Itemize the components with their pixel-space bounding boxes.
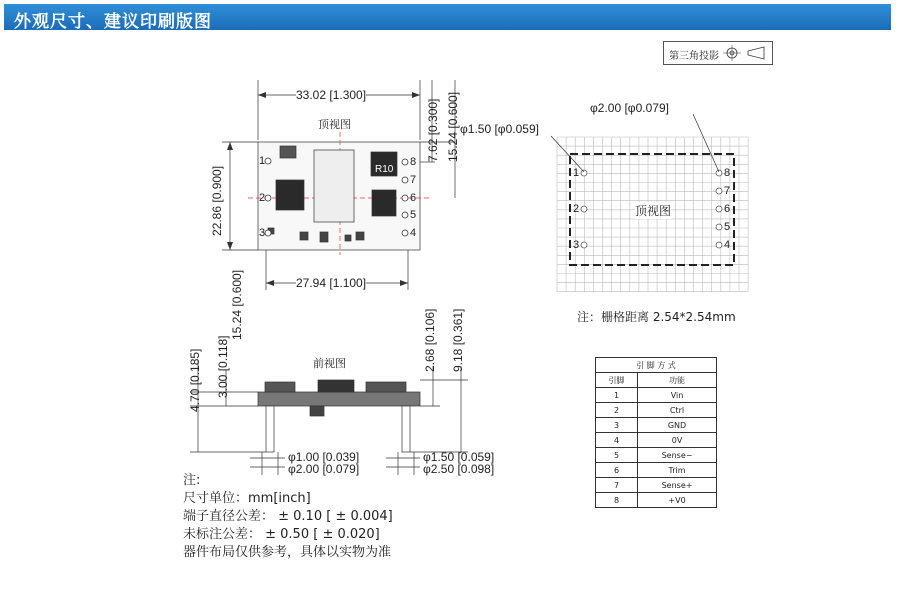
pin-function: +V0 [638, 493, 717, 508]
note-line: 端子直径公差： ± 0.10 [ ± 0.004] [183, 509, 393, 524]
table-row [596, 463, 717, 478]
pin-table [595, 357, 717, 508]
grid-pin-label-2: 2 [573, 203, 580, 215]
note-line: 器件布局仅供参考，具体以实物为准 [183, 545, 392, 560]
dia-left-1: φ1.00 [0.039] [288, 450, 360, 464]
top-pin-label-7: 7 [410, 174, 417, 186]
grid-pin-label-5: 5 [724, 221, 731, 233]
component-label: R10 [375, 164, 394, 175]
dim-pin-span: 27.94 [1.100] [296, 276, 367, 290]
dim-right-top: 7.62 [0.300] [426, 98, 440, 162]
pin-number: 6 [596, 463, 638, 478]
dia-right-1: φ1.50 [0.059] [423, 450, 495, 464]
dia-right-2: φ2.50 [0.098] [423, 462, 495, 476]
top-pin-label-8: 8 [410, 156, 417, 168]
table-row [596, 388, 717, 403]
dim-right-a: 2.68 [0.106] [423, 308, 437, 372]
pin-function: Trim [638, 463, 717, 478]
top-pin-label-4: 4 [410, 227, 417, 239]
pin-table-title: 引 脚 方 式 [596, 358, 717, 373]
grid-dia-top: φ2.00 [φ0.079] [590, 101, 669, 115]
table-row [596, 403, 717, 418]
pin-function: Ctrl [638, 403, 717, 418]
grid-note: 注：栅格距离 2.54*2.54mm [577, 310, 736, 324]
section-title: 外观尺寸、建议印刷版图 [14, 12, 212, 32]
table-row [596, 433, 717, 448]
note-line: 未标注公差： ± 0.50 [ ± 0.020] [183, 527, 380, 542]
top-pin-label-1: 1 [259, 155, 266, 167]
dia-left-2: φ2.00 [0.079] [288, 462, 360, 476]
pin-table-header-function: 功能 [638, 373, 717, 388]
top-pin-label-6: 6 [410, 192, 417, 204]
dim-width: 33.02 [1.300] [296, 88, 367, 102]
top-pin-label-2: 2 [259, 192, 266, 204]
pin-function: Sense+ [638, 478, 717, 493]
top-pin-label-5: 5 [410, 209, 417, 221]
pin-table-header-pin: 引脚 [596, 373, 638, 388]
dim-left-a: 3.00 [0.118] [216, 335, 230, 398]
pin-number: 4 [596, 433, 638, 448]
pin-number: 7 [596, 478, 638, 493]
dim-left-b: 4.70 [0.185] [188, 348, 202, 412]
pin-number: 1 [596, 388, 638, 403]
grid-pin-label-7: 7 [724, 185, 731, 197]
grid-dia-left: φ1.50 [φ0.059] [460, 122, 539, 136]
top-view-title: 顶视图 [318, 118, 351, 131]
pin-number: 8 [596, 493, 638, 508]
pin-function: 0V [638, 433, 717, 448]
grid-title: 顶视图 [635, 204, 672, 218]
dim-left-low: 15.24 [0.600] [230, 269, 244, 340]
grid-pin-label-3: 3 [573, 239, 580, 251]
grid-pin-label-8: 8 [724, 167, 731, 179]
notes-block [183, 472, 393, 562]
table-row [596, 493, 717, 508]
pin-number: 2 [596, 403, 638, 418]
grid-pin-label-6: 6 [724, 203, 731, 215]
pin-number: 5 [596, 448, 638, 463]
dim-right-b: 9.18 [0.361] [451, 308, 465, 372]
table-row [596, 418, 717, 433]
top-pin-label-3: 3 [259, 227, 266, 239]
pin-function: Vin [638, 388, 717, 403]
projection-label: 第三角投影 [669, 51, 719, 62]
dim-right-mid: 15.24 [0.600] [446, 91, 460, 162]
table-row [596, 478, 717, 493]
grid-pin-label-4: 4 [724, 239, 731, 251]
grid-pin-label-1: 1 [573, 167, 580, 179]
note-line: 尺寸单位：mm[inch] [183, 491, 311, 506]
pin-function: Sense− [638, 448, 717, 463]
front-view-title: 前视图 [313, 357, 346, 370]
pin-function: GND [638, 418, 717, 433]
table-row [596, 448, 717, 463]
note-line: 注: [183, 473, 201, 488]
pin-number: 3 [596, 418, 638, 433]
